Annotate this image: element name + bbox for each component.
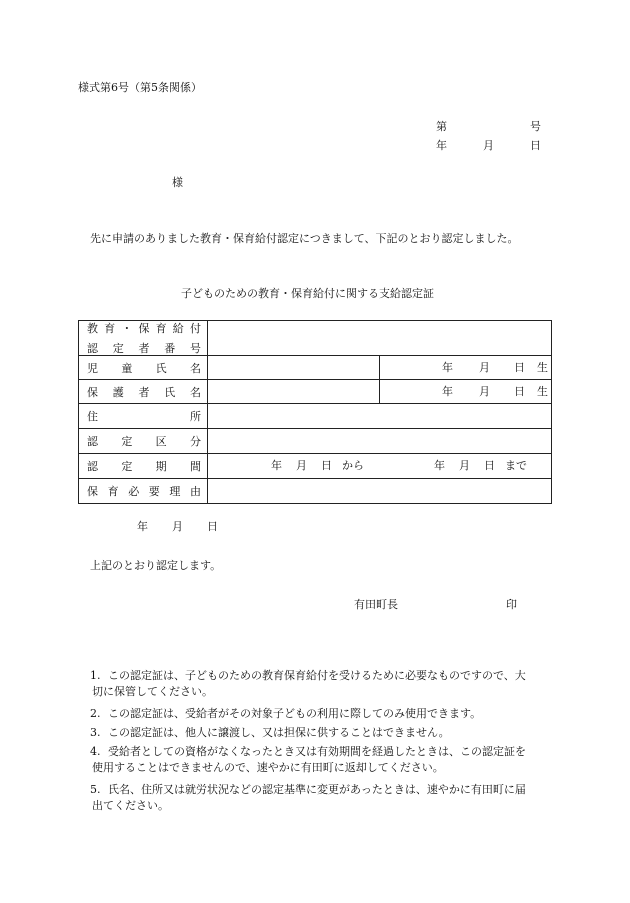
label-guardian-name: [79, 380, 208, 403]
label-char: 由: [189, 485, 201, 498]
label-char: 認: [87, 460, 98, 473]
period-to-month: 月: [459, 459, 470, 472]
period-from-label: から: [342, 459, 364, 472]
certificate-title: 子どものための教育・保育給付に関する支給認定証: [181, 287, 434, 300]
period-from-day: 日: [321, 459, 332, 472]
guardian-birth-suffix: 生: [537, 385, 548, 398]
note-number: 5.: [90, 783, 101, 796]
label-char: 者: [138, 385, 150, 399]
label-char: 名: [190, 385, 201, 399]
guardian-birth-month: 月: [479, 385, 490, 398]
note-number: 4.: [90, 745, 101, 758]
row-guardian-name: [78, 380, 552, 404]
row-reason: [78, 479, 552, 504]
note-text: 氏名、住所又は就労状況などの認定基準に変更があったときは、速やかに有田町に届: [108, 783, 526, 796]
value-period[interactable]: [208, 454, 551, 478]
period-from-year: 年: [271, 459, 282, 472]
top-date-month: 月: [483, 139, 494, 152]
number-prefix: 第: [436, 120, 447, 133]
note-number: 2.: [90, 707, 101, 720]
label-char: ・: [121, 322, 133, 335]
mayor-title: 有田町長: [354, 598, 398, 611]
note-text-cont: 使用することはできませんので、速やかに有田町に返却してください。: [92, 761, 444, 774]
label-char: 保: [87, 485, 98, 498]
note-text: この認定証は、他人に譲渡し、又は担保に供することはできません。: [108, 726, 450, 739]
issue-date-year: 年: [137, 520, 148, 533]
guardian-birth-day: 日: [514, 385, 525, 398]
label-char: 所: [190, 410, 201, 423]
form-id: 様式第6号（第5条関係）: [78, 81, 202, 94]
divider: [379, 356, 380, 379]
note-text: この認定証は、子どものための教育保育給付を受けるために必要なものですので、大: [108, 669, 526, 682]
note-text-cont: 出てください。: [92, 799, 169, 812]
guardian-birth-year: 年: [442, 385, 453, 398]
label-char: 定: [112, 342, 124, 355]
label-reason: [79, 479, 208, 503]
value-guardian-name[interactable]: [208, 380, 551, 403]
label-char: 児: [87, 361, 98, 375]
label-char: 号: [190, 342, 201, 355]
label-char: 間: [189, 460, 201, 473]
number-suffix: 号: [530, 120, 541, 133]
intro-text: 先に申請のありました教育・保育給付認定につきまして、下記のとおり認定しました。: [90, 232, 519, 245]
issue-date-day: 日: [207, 520, 218, 533]
label-char: 名: [189, 361, 201, 375]
label-address: [79, 404, 208, 428]
row-child-name: [78, 356, 552, 380]
note-number: 3.: [90, 726, 101, 739]
value-reason[interactable]: [208, 479, 551, 503]
value-category[interactable]: [208, 429, 551, 453]
label-period: [79, 454, 208, 478]
certificate-table: [78, 320, 552, 504]
label-char: 付: [189, 322, 201, 335]
note-3: [90, 725, 450, 741]
label-char: 期: [155, 460, 167, 473]
label-char: 護: [112, 385, 124, 399]
birth-year: 年: [442, 361, 453, 374]
label-char: 者: [138, 342, 150, 355]
label-char: 番: [164, 342, 176, 355]
label-char: 氏: [155, 361, 167, 375]
period-to-year: 年: [434, 459, 445, 472]
row-certificate-number: [78, 320, 552, 356]
label-char: 住: [87, 410, 98, 423]
row-period: [78, 454, 552, 479]
note-2: [90, 706, 481, 722]
label-char: 保: [138, 322, 150, 335]
label-line-b: [87, 340, 201, 356]
seal-mark: 印: [506, 598, 517, 611]
row-category: [78, 429, 552, 454]
label-category: [79, 429, 208, 453]
addressee-suffix: 様: [172, 176, 183, 189]
label-char: 保: [87, 385, 98, 399]
certify-text: 上記のとおり認定します。: [90, 559, 222, 572]
label-char: 理: [169, 485, 181, 498]
top-date-year: 年: [436, 139, 447, 152]
label-char: 要: [148, 485, 160, 498]
value-certificate-number[interactable]: [208, 321, 551, 355]
period-from-month: 月: [296, 459, 307, 472]
birth-suffix: 生: [537, 361, 548, 374]
note-text-cont: 切に保管してください。: [92, 685, 213, 698]
period-to-label: まで: [505, 459, 527, 472]
label-char: 必: [128, 485, 140, 498]
top-date-day: 日: [530, 139, 541, 152]
divider: [379, 380, 380, 403]
birth-month: 月: [479, 361, 490, 374]
note-5: [90, 782, 526, 814]
label-child-name: [79, 356, 208, 379]
label-char: 区: [155, 435, 167, 448]
label-char: 育: [104, 322, 116, 335]
birth-day: 日: [514, 361, 525, 374]
value-address[interactable]: [208, 404, 551, 428]
label-char: 給: [172, 322, 184, 335]
label-char: 育: [155, 322, 167, 335]
label-line-a: [87, 320, 201, 336]
row-address: [78, 404, 552, 429]
label-char: 氏: [164, 385, 176, 399]
label-char: 定: [121, 460, 133, 473]
label-char: 定: [121, 435, 133, 448]
label-char: 童: [121, 361, 133, 375]
note-number: 1.: [90, 669, 101, 682]
label-char: 認: [87, 435, 98, 448]
label-char: 分: [189, 435, 201, 448]
note-4: [90, 744, 526, 776]
issue-date-month: 月: [172, 520, 183, 533]
note-1: [90, 668, 526, 700]
period-to-day: 日: [484, 459, 495, 472]
note-text: 受給者としての資格がなくなったとき又は有効期間を経過したときは、この認定証を: [108, 745, 526, 758]
value-child-name[interactable]: [208, 356, 551, 379]
label-char: 認: [87, 342, 98, 355]
label-char: 教: [87, 322, 98, 335]
note-text: この認定証は、受給者がその対象子どもの利用に際してのみ使用できます。: [108, 707, 482, 720]
label-char: 育: [107, 485, 119, 498]
label-certificate-number: [79, 321, 208, 355]
